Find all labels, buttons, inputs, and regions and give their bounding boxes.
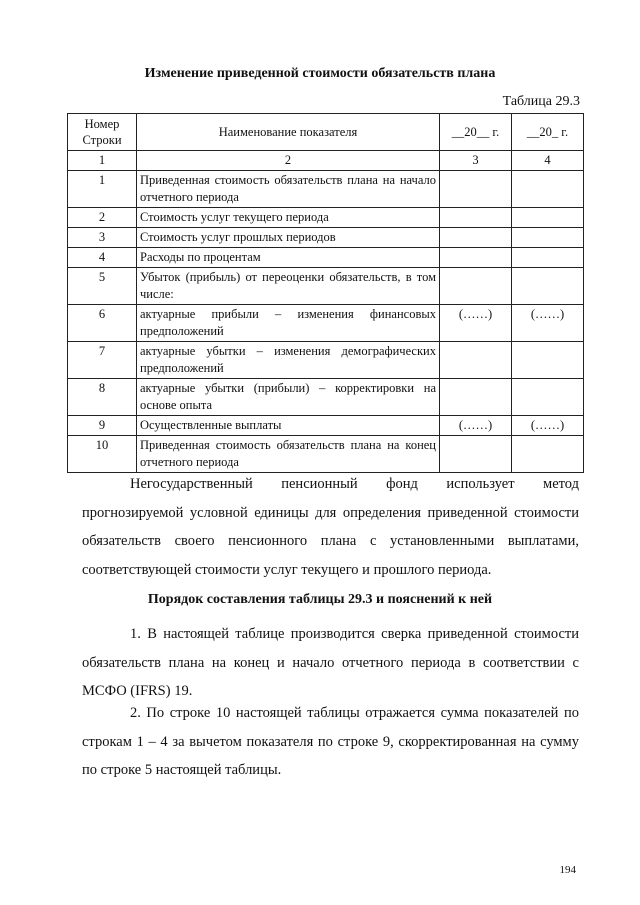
row-value-1 bbox=[440, 379, 512, 416]
column-number: 4 bbox=[512, 151, 584, 171]
column-number: 3 bbox=[440, 151, 512, 171]
row-indicator: Расходы по процентам bbox=[137, 248, 440, 268]
table-title: Изменение приведенной стоимости обязательств плана bbox=[144, 66, 496, 81]
header-indicator: Наименование показателя bbox=[137, 114, 440, 151]
row-value-1: (……) bbox=[440, 416, 512, 436]
body-paragraph: 2. По строке 10 настоящей таблицы отражается сумма показателей по строкам 1 – 4 за вычетом показателя по строке 9, скорректированная на сумму по строке 5 настоящей таблицы. bbox=[82, 705, 579, 778]
row-number: 7 bbox=[68, 342, 137, 379]
row-indicator: Осуществленные выплаты bbox=[137, 416, 440, 436]
row-indicator: актуарные прибыли – изменения финансовых предположений bbox=[137, 305, 440, 342]
row-value-1 bbox=[440, 268, 512, 305]
row-number: 9 bbox=[68, 416, 137, 436]
table-row bbox=[68, 228, 584, 248]
column-number: 1 bbox=[68, 151, 137, 171]
row-number: 8 bbox=[68, 379, 137, 416]
row-number: 6 bbox=[68, 305, 137, 342]
table-row bbox=[68, 208, 584, 228]
row-indicator: Убыток (прибыль) от переоценки обязательств, в том числе: bbox=[137, 268, 440, 305]
row-value-2 bbox=[512, 248, 584, 268]
row-number: 5 bbox=[68, 268, 137, 305]
row-value-2 bbox=[512, 268, 584, 305]
row-indicator: актуарные убытки – изменения демографических предположений bbox=[137, 342, 440, 379]
row-value-1 bbox=[440, 436, 512, 473]
body-paragraph: 1. В настоящей таблице производится сверка приведенной стоимости обязательств плана на конец и начало отчетного периода в соответствии с МСФО (IFRS) 19. bbox=[82, 626, 579, 699]
row-value-1 bbox=[440, 248, 512, 268]
row-value-2 bbox=[512, 436, 584, 473]
row-value-2: (……) bbox=[512, 416, 584, 436]
row-value-2: (……) bbox=[512, 305, 584, 342]
column-number: 2 bbox=[137, 151, 440, 171]
row-indicator: актуарные убытки (прибыли) – корректировки на основе опыта bbox=[137, 379, 440, 416]
row-value-2 bbox=[512, 379, 584, 416]
page-number: 194 bbox=[559, 864, 576, 876]
table-row bbox=[68, 379, 584, 416]
table-number-label: Таблица 29.3 bbox=[502, 94, 580, 109]
header-year-2: __20_ г. bbox=[512, 114, 584, 151]
row-value-1 bbox=[440, 171, 512, 208]
row-number: 3 bbox=[68, 228, 137, 248]
table-row bbox=[68, 342, 584, 379]
header-year-1: __20__ г. bbox=[440, 114, 512, 151]
table-row bbox=[68, 268, 584, 305]
row-indicator: Приведенная стоимость обязательств плана на конец отчетного периода bbox=[137, 436, 440, 473]
table-row bbox=[68, 248, 584, 268]
row-number: 10 bbox=[68, 436, 137, 473]
row-value-1: (……) bbox=[440, 305, 512, 342]
column-number-row bbox=[68, 151, 584, 171]
row-value-1 bbox=[440, 342, 512, 379]
row-value-2 bbox=[512, 171, 584, 208]
table-row bbox=[68, 305, 584, 342]
section-title: Порядок составления таблицы 29.3 и пояснений к ней bbox=[147, 592, 493, 607]
row-number: 4 bbox=[68, 248, 137, 268]
row-value-1 bbox=[440, 228, 512, 248]
body-paragraph: Негосударственный пенсионный фонд использует метод прогнозируемой условной единицы для определения приведенной стоимости обязательств своего пенсионного плана с установленными выплатами, соответствующей стоимости услуг текущего и прошлого периода. bbox=[82, 476, 579, 578]
row-number: 2 bbox=[68, 208, 137, 228]
table-row bbox=[68, 171, 584, 208]
row-indicator: Стоимость услуг текущего периода bbox=[137, 208, 440, 228]
row-value-1 bbox=[440, 208, 512, 228]
obligations-table bbox=[67, 113, 584, 473]
row-value-2 bbox=[512, 342, 584, 379]
row-indicator: Приведенная стоимость обязательств плана на начало отчетного периода bbox=[137, 171, 440, 208]
table-row bbox=[68, 436, 584, 473]
table-row bbox=[68, 416, 584, 436]
header-row-number: Номер Строки bbox=[68, 114, 137, 151]
row-value-2 bbox=[512, 208, 584, 228]
row-value-2 bbox=[512, 228, 584, 248]
table-header-row bbox=[68, 114, 584, 151]
row-indicator: Стоимость услуг прошлых периодов bbox=[137, 228, 440, 248]
row-number: 1 bbox=[68, 171, 137, 208]
